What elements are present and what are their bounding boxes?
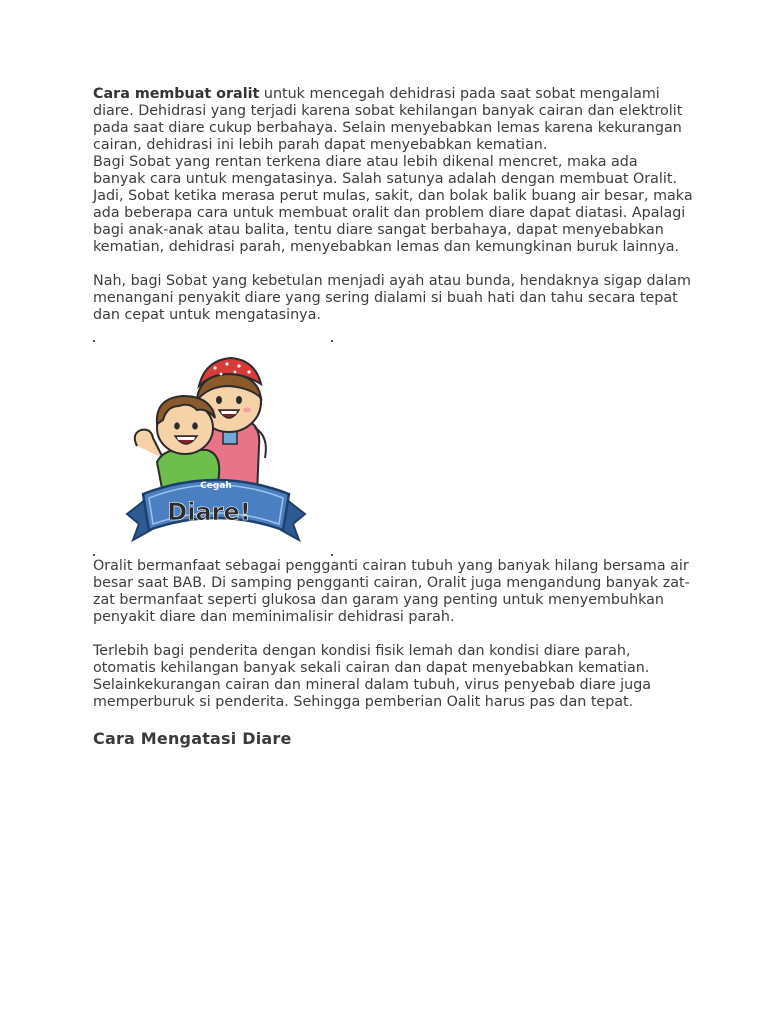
paragraph-ayah-bunda: Nah, bagi Sobat yang kebetulan menjadi ayah atau bunda, hendaknya sigap dalam menangani penyakit diare yang sering dialami si buah hati dan tahu secara tepat dan cepat untuk mengatasinya. [93, 273, 691, 323]
paragraph-spacer [93, 626, 693, 643]
cegah-diare-illustration [123, 354, 309, 544]
intro-text: untuk mencegah dehidrasi pada saat sobat mengalami diare. Dehidrasi yang terjadi karena sobat kehilangan banyak cairan dan elektrolit pada saat diare cukup berbahaya. Selain menyebabkan lemas karena kekurangan cairan, dehidrasi ini lebih parah dapat menyebabkan kematian. [93, 86, 683, 153]
document-page [93, 86, 693, 748]
paragraph-mencret: Bagi Sobat yang rentan terkena diare atau lebih dikenal mencret, maka ada banyak cara untuk mengatasinya. Salah satunya adalah dengan membuat Oralit. Jadi, Sobat ketika merasa perut mulas, sakit, dan bolak balik buang air besar, maka ada beberapa cara untuk membuat oralit dan problem diare dapat diatasi. Apalagi bagi anak-anak atau balita, tentu diare sangat berbahaya, dapat menyebabkan kematian, dehidrasi parah, menyebabkan lemas dan kemungkinan buruk lainnya. [93, 154, 693, 255]
cegah-diare-figure [93, 336, 333, 558]
paragraph-spacer [93, 256, 693, 273]
paragraph-penderita: Terlebih bagi penderita dengan kondisi fisik lemah dan kondisi diare parah, otomatis kehilangan banyak sekali cairan dan dapat menyebabkan kematian. Selainkekurangan cairan dan mineral dalam tubuh, virus penyebab diare juga memperburuk si penderita. Sehingga pemberian Oalit harus pas dan tepat. [93, 643, 652, 710]
paragraph-oralit-manfaat: Oralit bermanfaat sebagai pengganti cairan tubuh yang banyak hilang bersama air besar saat BAB. Di samping pengganti cairan, Oralit juga mengandung banyak zat-zat bermanfaat seperti glukosa dan garam yang penting untuk menyembuhkan penyakit diare dan meminimalisir dehidrasi parah. [93, 558, 690, 625]
cegah-diare-banner [127, 480, 305, 540]
intro-paragraph [93, 86, 693, 154]
banner-small-text: Cegah [200, 481, 232, 491]
section-heading: Cara Mengatasi Diare [93, 729, 292, 748]
figure-corner-mark [93, 340, 95, 342]
banner-big-text: Diare! [167, 498, 251, 526]
figure-corner-mark [331, 554, 333, 556]
figure-corner-mark [331, 340, 333, 342]
figure-corner-mark [93, 554, 95, 556]
intro-bold-lead: Cara membuat oralit [93, 86, 260, 102]
